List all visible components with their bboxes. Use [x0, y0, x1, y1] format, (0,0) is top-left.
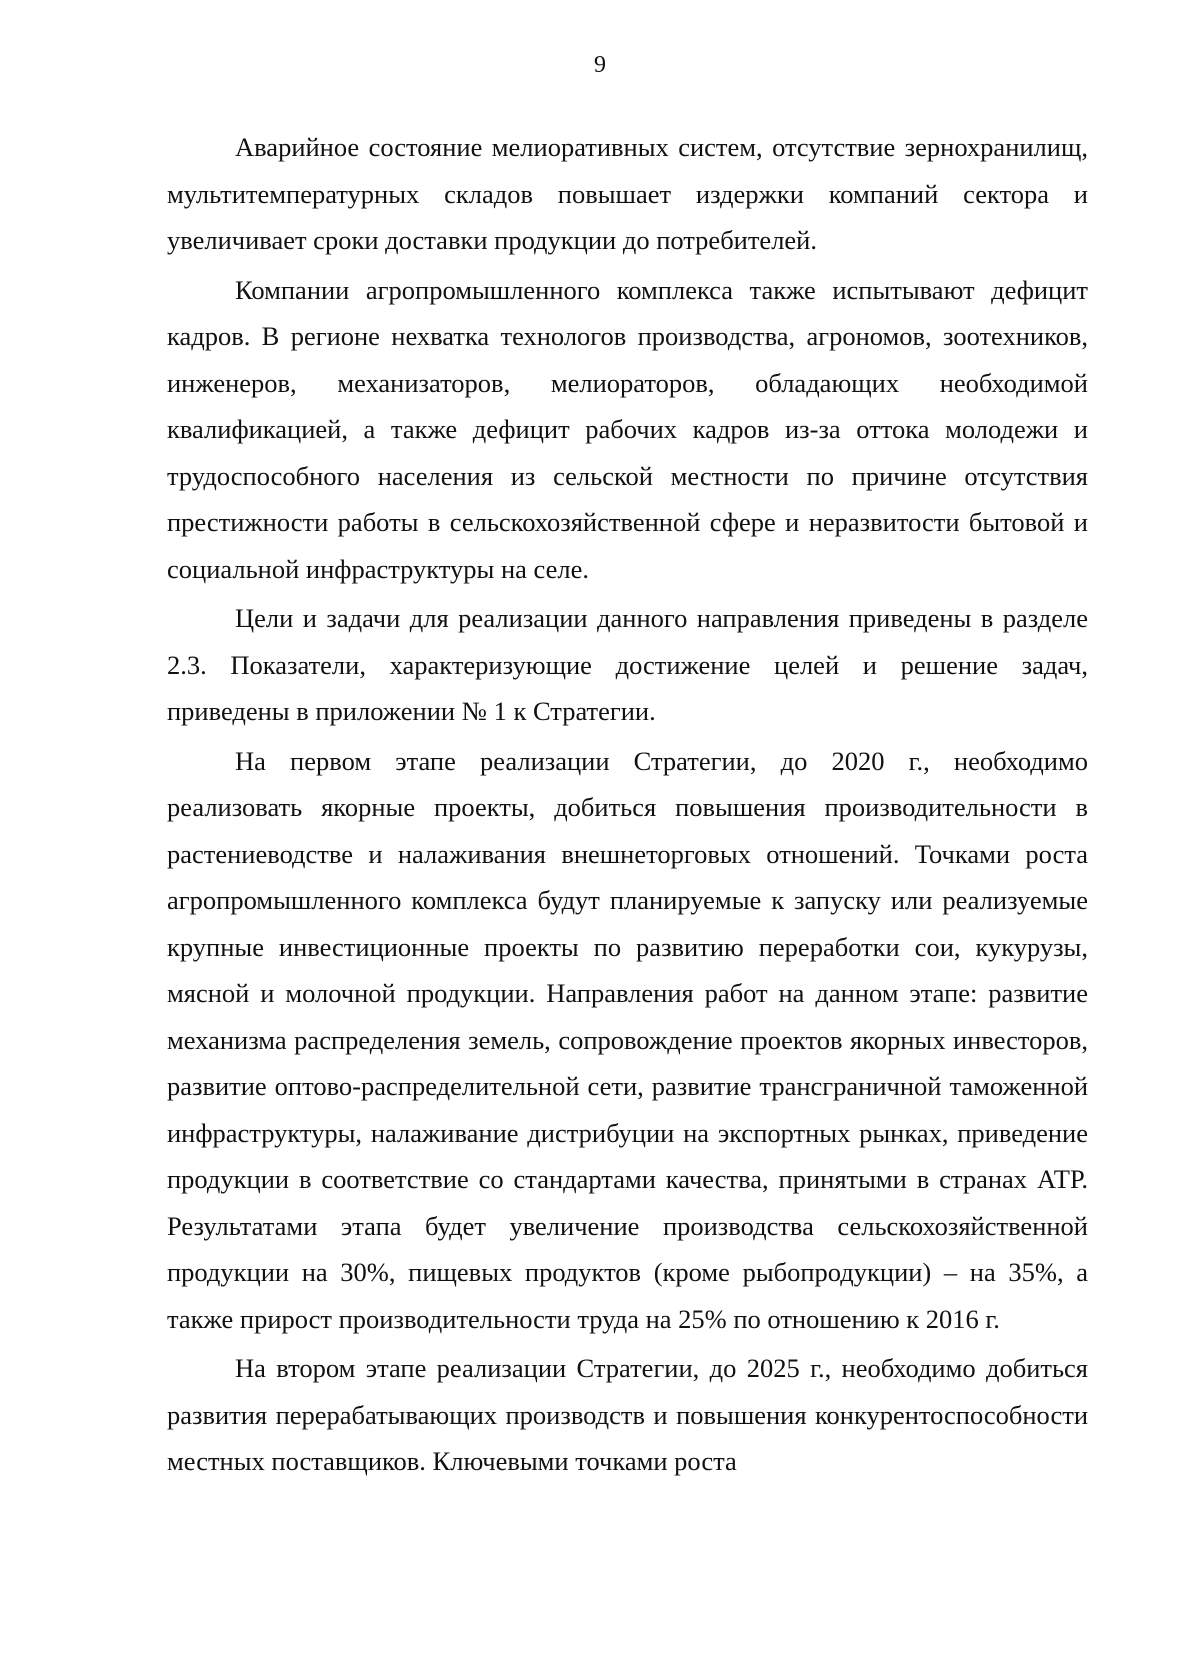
paragraph-first-stage: На первом этапе реализации Стратегии, до 2020 г., необходимо реализовать якорные проекты, добиться повышения производительности в растениеводстве и налаживания внешнеторговых отношений. Точками роста агропромышленного комплекса будут планируемые к запуску или реализуемые крупные инвестиционные проекты по развитию переработки сои, кукурузы, мясной и молочной продукции. Направления работ на данном этапе: развитие механизма распределения земель, сопровождение проектов якорных инвесторов, развитие оптово-распределительной сети, развитие трансграничной таможенной инфраструктуры, налаживание дистрибуции на экспортных рынках, приведение продукции в соответствие со стандартами качества, принятыми в странах АТР. Результатами этапа будет увеличение производства сельскохозяйственной продукции на 30%, пищевых продуктов (кроме рыбопродукции) – на 35%, а также прирост производительности труда на 25% по отношению к 2016 г. — [167, 745, 1088, 1334]
paragraph-infrastructure-condition: Аварийное состояние мелиоративных систем, отсутствие зернохранилищ, мультитемпературных складов повышает издержки компаний сектора и увеличивает сроки доставки продукции до потребителей. — [167, 132, 1088, 255]
page-number: 9 — [594, 52, 606, 78]
paragraph-goals-reference: Цели и задачи для реализации данного направления приведены в разделе 2.3. Показатели, характеризующие достижение целей и решение задач, приведены в приложении № 1 к Стратегии. — [167, 603, 1088, 726]
paragraph-personnel-shortage: Компании агропромышленного комплекса также испытывают дефицит кадров. В регионе нехватка технологов производства, агрономов, зоотехников, инженеров, механизаторов, мелиораторов, обладающих необходимой квалификацией, а также дефицит рабочих кадров из-за оттока молодежи и трудоспособного населения из сельской местности по причине отсутствия престижности работы в сельскохозяйственной сфере и неразвитости бытовой и социальной инфраструктуры на селе. — [167, 274, 1088, 584]
document-body — [167, 124, 1088, 1488]
paragraph-second-stage: На втором этапе реализации Стратегии, до 2025 г., необходимо добиться развития перерабатывающих производств и повышения конкурентоспособности местных поставщиков. Ключевыми точками роста — [167, 1353, 1088, 1476]
